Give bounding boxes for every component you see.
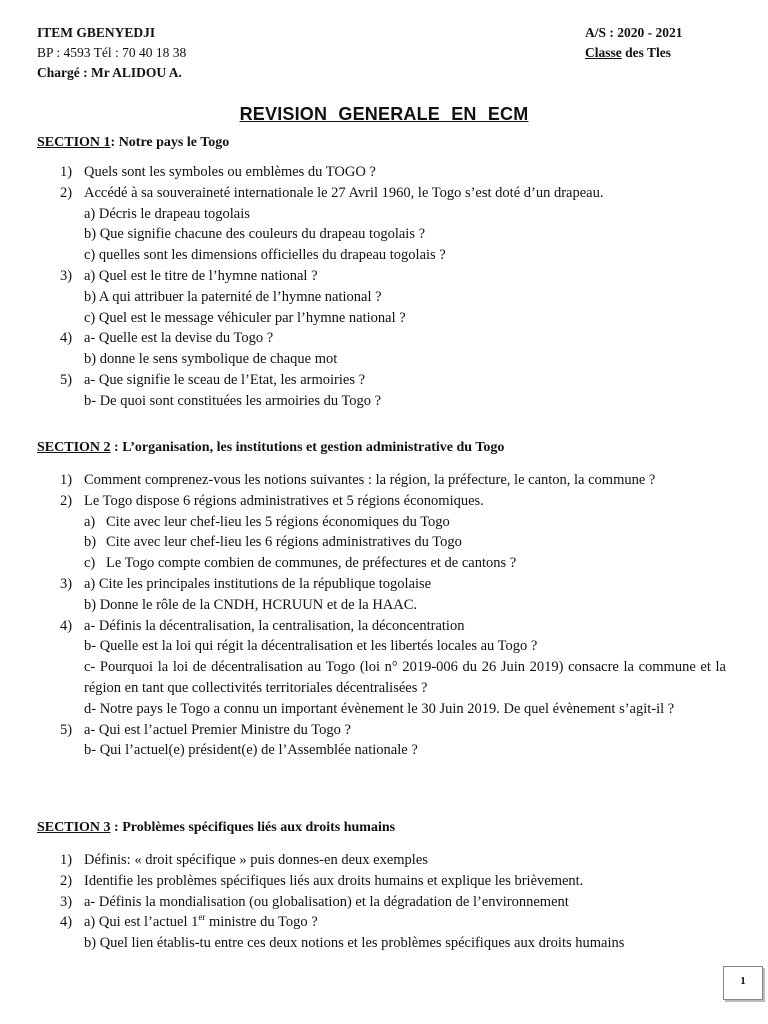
- section-1-heading: [37, 135, 229, 151]
- section-1-list: [60, 162, 726, 412]
- section-3-title: : Problèmes spécifiques liés aux droits humains: [110, 820, 396, 835]
- section-3-heading: [37, 820, 395, 836]
- list-item: 3) a) Quel est le titre de l’hymne national ? b) A qui attribuer la paternité de l’hymne national ? c) Quel est le message véhiculer par l’hymne national ?: [60, 267, 406, 326]
- list-item: 4) a- Définis la décentralisation, la centralisation, la déconcentration b- Quelle est la loi qui régit la décentralisation et les libertés locales au Togo ? c- Pourquoi la loi de décentralisation au Togo (loi n° 2019-006 du 26 Juin 2019) consacre la commune et la région en tant que collectivités territoriales décentralisées ? d- Notre pays le Togo a connu un important évènement le 30 Juin 2019. De quel évènement s’agit-il ?: [60, 617, 726, 717]
- section-2-heading: [37, 440, 504, 456]
- section-3-list: [60, 850, 726, 954]
- list-item: 5) a- Qui est l’actuel Premier Ministre du Togo ? b- Qui l’actuel(e) président(e) de l’Assemblée nationale ?: [60, 721, 418, 759]
- list-item: 2) Le Togo dispose 6 régions administratives et 5 régions économiques. a) Cite avec leur chef-lieu les 5 régions économiques du Togo b) Cite avec leur chef-lieu les 6 régions administratives du Togo c) Le Togo compte combien de communes, de préfectures et de cantons ?: [60, 492, 517, 572]
- list-item: 4) a- Quelle est la devise du Togo ? b) donne le sens symbolique de chaque mot: [60, 330, 338, 368]
- section-2-title: : L’organisation, les institutions et gestion administrative du Togo: [110, 440, 505, 455]
- list-item: 2) Accédé à sa souveraineté internationale le 27 Avril 1960, le Togo s’est doté d’un drapeau. a) Décris le drapeau togolais b) Que signifie chacune des couleurs du drapeau togolais ? c) quelles sont les dimensions officielles du drapeau togolais ?: [60, 184, 604, 264]
- school-name: ITEM GBENYEDJI: [37, 25, 156, 40]
- list-item: 1) Quels sont les symboles ou emblèmes du TOGO ?: [60, 164, 376, 180]
- teacher-name: Chargé : Mr ALIDOU A.: [37, 65, 182, 80]
- list-item: 4) a) Qui est l’actuel 1er ministre du Togo ? b) Quel lien établis-tu entre ces deux notions et les problèmes spécifiques aux droits humains: [60, 912, 625, 952]
- list-item: 2) Identifie les problèmes spécifiques liés aux droits humains et explique les brièvement.: [60, 872, 584, 889]
- list-item: 3) a- Définis la mondialisation (ou globalisation) et la dégradation de l’environnement: [60, 893, 569, 910]
- section-3-label: SECTION 3: [37, 820, 111, 835]
- header-right: [585, 23, 683, 63]
- class-value: des Tles: [625, 45, 672, 60]
- list-item: 5) a- Que signifie le sceau de l’Etat, les armoiries ? b- De quoi sont constituées les armoiries du Togo ?: [60, 371, 382, 409]
- school-contact: BP : 4593 Tél : 70 40 18 38: [37, 45, 187, 60]
- section-1-title: : Notre pays le Togo: [110, 135, 230, 150]
- page-title: REVISION GENERALE EN ECM: [239, 104, 529, 124]
- header-left: [37, 23, 186, 83]
- school-year: A/S : 2020 - 2021: [585, 25, 683, 40]
- section-2-list: [60, 470, 726, 761]
- section-1-label: SECTION 1: [37, 135, 111, 150]
- list-item: 1) Définis: « droit spécifique » puis donnes-en deux exemples: [60, 852, 428, 868]
- class-line: [585, 43, 683, 63]
- list-item: 1) Comment comprenez-vous les notions suivantes : la région, la préfecture, le canton, la commune ?: [60, 472, 656, 488]
- list-item: 3) a) Cite les principales institutions de la république togolaise b) Donne le rôle de la CNDH, HCRUUN et de la HAAC.: [60, 575, 432, 613]
- class-label: Classe: [585, 45, 622, 60]
- page-number: 1: [723, 966, 763, 1000]
- section-2-label: SECTION 2: [37, 440, 111, 455]
